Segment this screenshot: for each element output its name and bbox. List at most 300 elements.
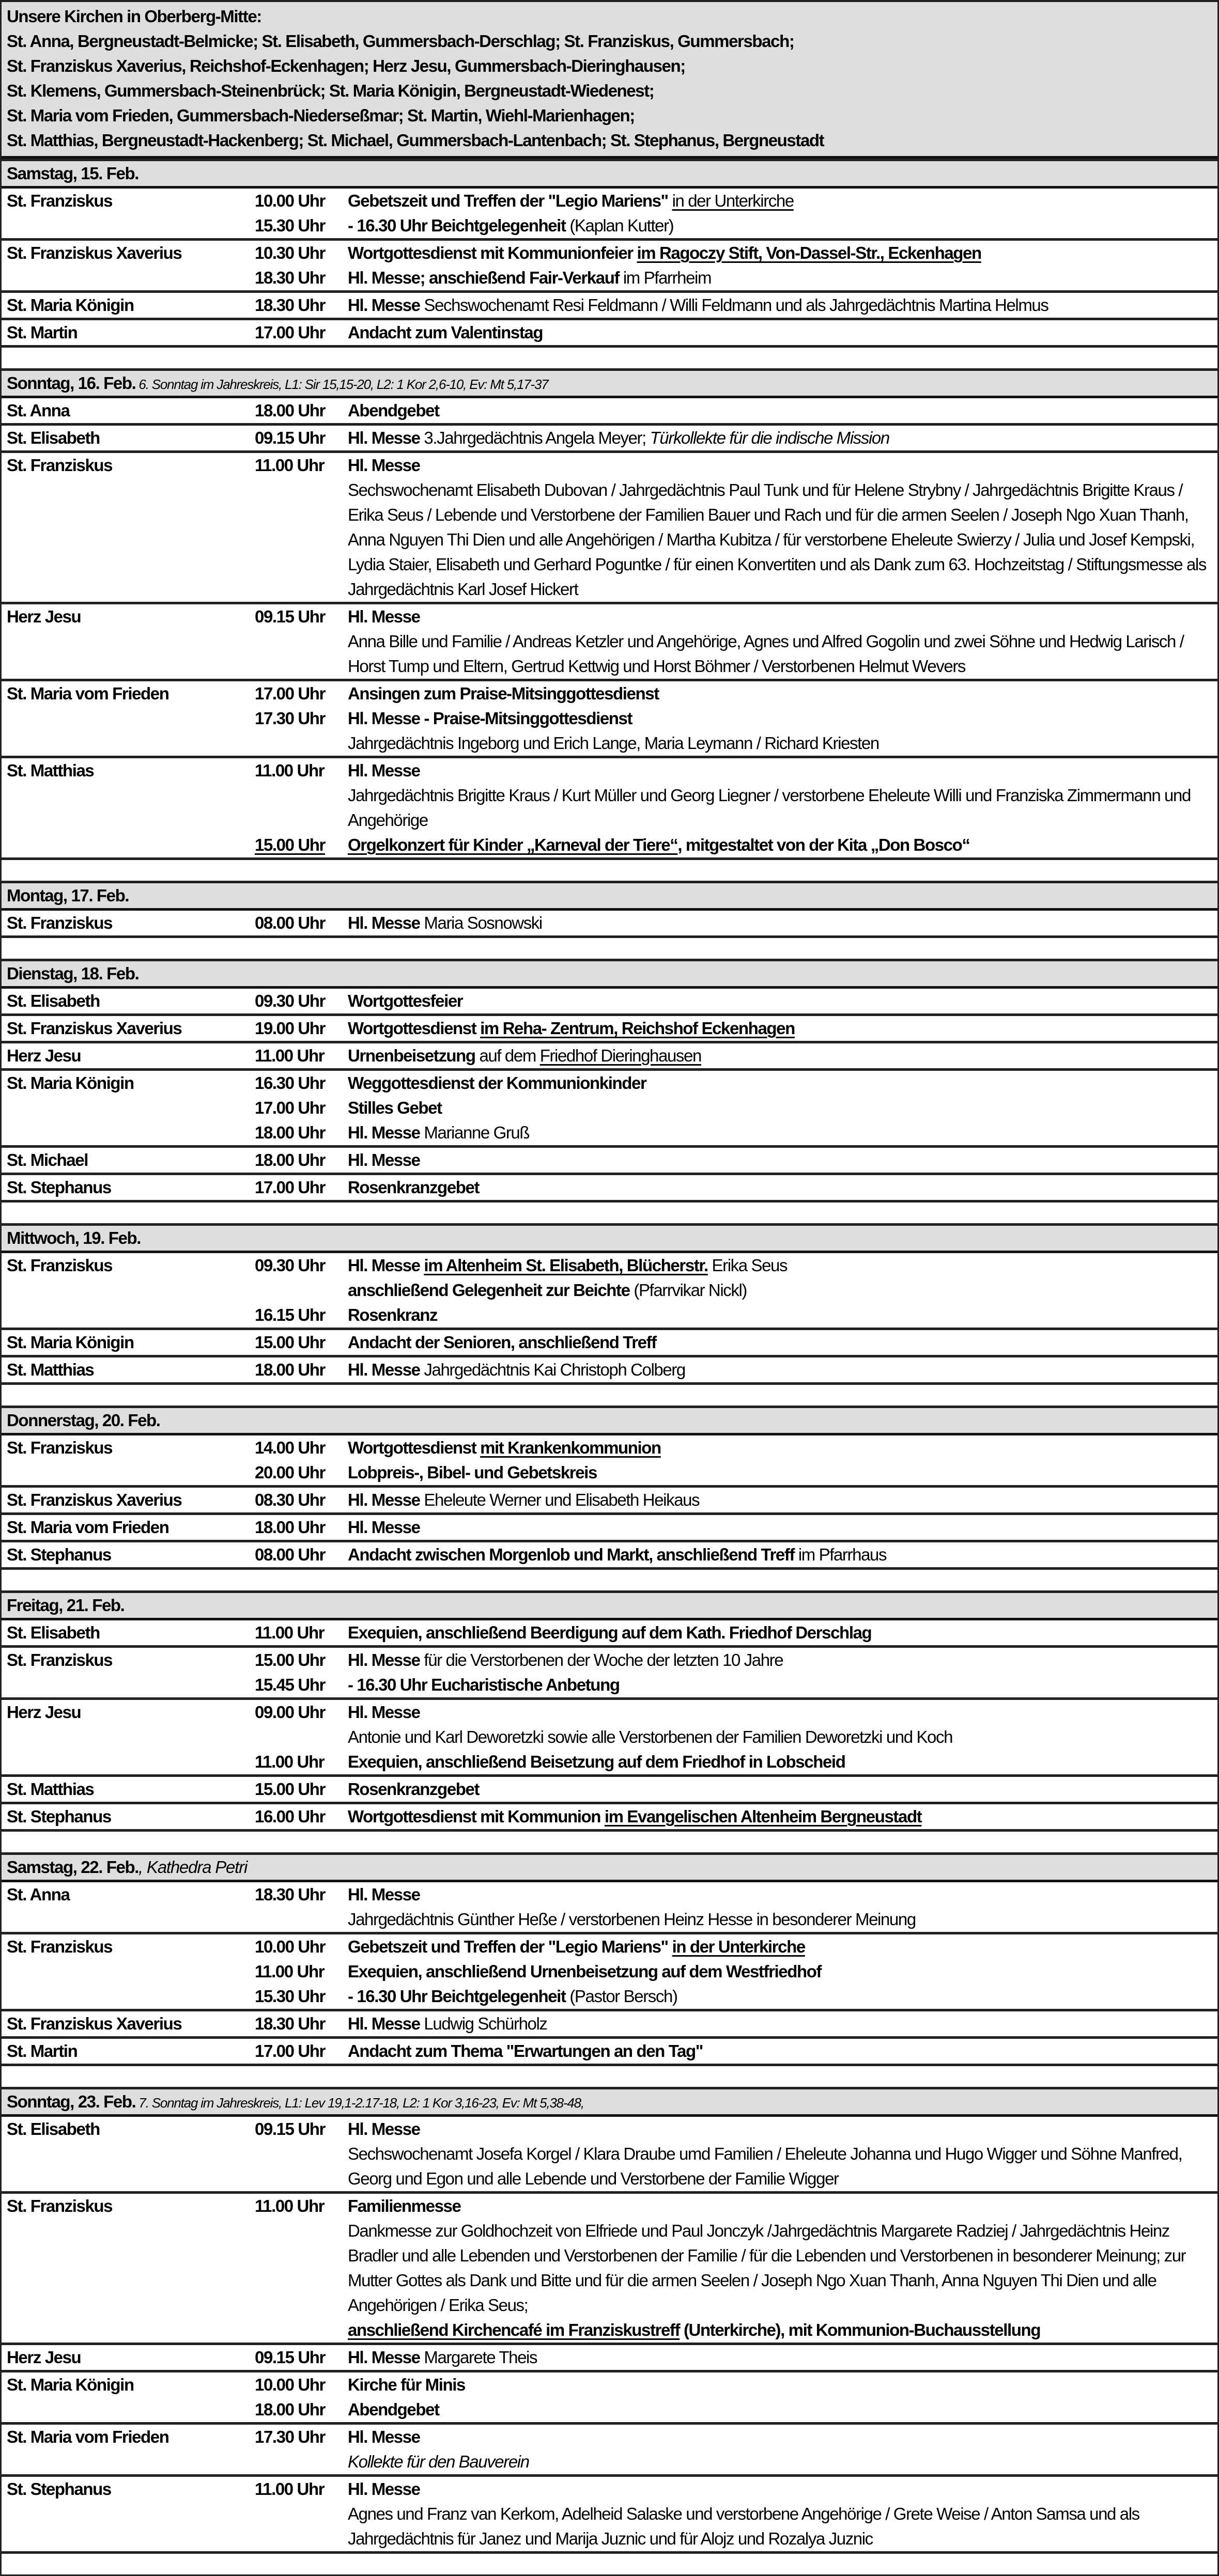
event-description: [348, 241, 1217, 266]
event-item: [224, 1071, 1217, 1096]
event-text: Hl. Messe: [348, 761, 420, 780]
event-text: Ludwig Schürholz: [424, 2014, 547, 2033]
event-text: Abendgebet: [348, 401, 439, 420]
intro-churches-line: St. Klemens, Gummersbach-Steinenbrück; St. Maria Königin, Bergneustadt-Wiedenest;: [7, 81, 654, 100]
day-list: [2, 159, 1217, 2574]
event-line: [348, 1016, 1210, 1041]
event-line: [348, 1777, 1210, 1802]
event-text: Jahrgedächtnis Ingeborg und Erich Lange, Maria Leymann / Richard Kriesten: [348, 733, 879, 753]
event-text: im Pfarrhaus: [798, 1545, 887, 1564]
event-description: [348, 213, 1217, 238]
event-time: [224, 911, 348, 935]
event-time-text: 08.00 Uhr: [255, 1545, 325, 1564]
event-line: [348, 1984, 1210, 2009]
event-time: [224, 1777, 348, 1802]
event-list: [224, 1804, 1217, 1829]
event-time-text: 08.30 Uhr: [255, 1490, 325, 1509]
event-line: [348, 189, 1210, 213]
event-time-text: 19.00 Uhr: [255, 1019, 325, 1038]
event-text: Ansingen zum Praise-Mitsinggottesdienst: [348, 684, 659, 703]
event-text: Türkollekte für die indische Mission: [650, 428, 889, 447]
day-header: [2, 959, 1217, 989]
event-line: [348, 1542, 1210, 1567]
event-description: [348, 1043, 1217, 1068]
church-row: [2, 1932, 1217, 2009]
event-line: [348, 1934, 1210, 1959]
event-item: [224, 398, 1217, 423]
event-time-text: 17.30 Uhr: [255, 2427, 325, 2446]
event-list: [224, 989, 1217, 1013]
event-time: [224, 1673, 348, 1697]
event-time: [224, 2372, 348, 2397]
event-line: [348, 2219, 1210, 2318]
event-description: [348, 1934, 1217, 1959]
event-list: [224, 758, 1217, 857]
event-line: [348, 1725, 1210, 1750]
event-item: [224, 1620, 1217, 1645]
event-time: [224, 681, 348, 706]
event-item: [224, 2039, 1217, 2064]
event-list: [224, 1515, 1217, 1540]
event-item: [224, 1750, 1217, 1774]
church-row: [2, 1173, 1217, 1200]
event-text: Sechswochenamt Josefa Korgel / Klara Draube umd Familien / Eheleute Johanna und Hugo Wigger und Söhne Manfred, Georg und Egon und alle Lebende und Verstorbene der Familie Wigger: [348, 2144, 1182, 2188]
church-row: [2, 238, 1217, 290]
event-item: [224, 1357, 1217, 1382]
event-description: [348, 1700, 1217, 1750]
event-text: Wortgottesdienst: [348, 1438, 481, 1457]
event-line: [348, 2117, 1210, 2142]
event-list: [224, 293, 1217, 318]
event-text: Anna Bille und Familie / Andreas Ketzler und Angehörige, Agnes und Alfred Gogolin und zwei Söhne und Hedwig Larisch / Horst Tump und Eltern, Gertrud Kettwig und Horst Böhmer / Verstorbenen Helmut Wevers: [348, 632, 1184, 676]
church-row: [2, 2474, 1217, 2551]
event-list: [224, 2039, 1217, 2064]
event-time-text: 10.00 Uhr: [255, 1937, 325, 1956]
event-description: [348, 1016, 1217, 1041]
event-time-text: 16.00 Uhr: [255, 1807, 325, 1826]
event-item: [224, 604, 1217, 679]
church-row: [2, 1540, 1217, 1567]
event-text: Hl. Messe - Praise-Mitsinggottesdienst: [348, 709, 632, 728]
event-text: Hl. Messe: [348, 2348, 424, 2367]
event-line: [348, 1488, 1210, 1512]
event-description: [348, 833, 1217, 857]
location-link: Orgelkonzert für Kinder „Karneval der Tiere“: [348, 835, 678, 854]
event-description: [348, 1460, 1217, 1485]
event-description: [348, 2345, 1217, 2370]
event-item: [224, 241, 1217, 266]
church-name: St. Elisabeth: [7, 2119, 100, 2138]
event-text: Rosenkranzgebet: [348, 1178, 480, 1197]
location-link: Friedhof Dieringhausen: [539, 1046, 701, 1065]
event-item: [224, 911, 1217, 935]
church-row: [2, 1620, 1217, 1645]
church-name: St. Elisabeth: [7, 991, 100, 1010]
location-link: mit Krankenkommunion: [480, 1438, 661, 1457]
event-item: [224, 2372, 1217, 2397]
event-time-text: 15.00 Uhr: [255, 1333, 325, 1352]
event-line: [348, 293, 1210, 318]
event-time-text: 15.00 Uhr: [255, 1779, 325, 1799]
event-text: Hl. Messe: [348, 2119, 420, 2138]
event-time: [224, 2117, 348, 2191]
event-line: [348, 478, 1210, 602]
event-description: [348, 1330, 1217, 1355]
event-line: [348, 989, 1210, 1013]
event-line: [348, 1648, 1210, 1673]
event-time-text: 09.15 Uhr: [255, 2348, 325, 2367]
event-text: Andacht der Senioren, anschließend Treff: [348, 1333, 656, 1352]
event-description: [348, 1515, 1217, 1540]
event-text: im Pfarrheim: [623, 268, 712, 287]
event-list: [224, 1148, 1217, 1173]
event-text: Exequien, anschließend Beisetzung auf dem Friedhof in Lobscheid: [348, 1752, 845, 1771]
event-time: [224, 604, 348, 679]
event-text: Wortgottesdienst mit Kommunion: [348, 1807, 605, 1826]
event-text: (Kaplan Kutter): [569, 216, 674, 235]
event-time: [224, 833, 348, 857]
event-time-text: 18.00 Uhr: [255, 401, 325, 420]
event-list: [224, 1882, 1217, 1932]
day-liturgy-note: 6. Sonntag im Jahreskreis, L1: Sir 15,15-20, L2: 1 Kor 2,6-10, Ev: Mt 5,17-37: [135, 377, 548, 392]
event-text: Maria Sosnowski: [424, 913, 542, 932]
event-description: [348, 453, 1217, 602]
church-row: [2, 1355, 1217, 1382]
event-item: [224, 1330, 1217, 1355]
event-time: [224, 1750, 348, 1774]
event-item: [224, 681, 1217, 706]
event-text: Wortgottesfeier: [348, 991, 463, 1010]
church-name: St. Franziskus Xaverius: [7, 2014, 182, 2033]
church-row: [2, 189, 1217, 238]
event-line: [348, 2142, 1210, 2191]
event-list: [224, 1620, 1217, 1645]
event-description: [348, 1959, 1217, 1984]
church-name: St. Anna: [7, 1885, 70, 1904]
church-name: St. Anna: [7, 401, 70, 420]
location-link: anschließend Kirchencafé im Franziskustreff: [348, 2320, 680, 2339]
event-item: [224, 189, 1217, 213]
location-link: in der Unterkirche: [672, 1937, 805, 1956]
event-description: [348, 1071, 1217, 1096]
event-time: [224, 1253, 348, 1303]
event-time-text: 11.00 Uhr: [255, 1623, 325, 1642]
event-description: [348, 293, 1217, 318]
event-time: [224, 1648, 348, 1673]
day-date: Donnerstag, 20. Feb.: [7, 1411, 160, 1430]
event-time-text: 15.00 Uhr: [255, 835, 325, 854]
day-spacer: [2, 1567, 1217, 1590]
event-time-text: 17.30 Uhr: [255, 709, 325, 728]
event-list: [224, 453, 1217, 602]
event-text: Jahrgedächtnis Kai Christoph Colberg: [424, 1360, 685, 1379]
event-text: Sechswochenamt Resi Feldmann / Willi Feldmann und als Jahrgedächtnis Martina Helmus: [424, 295, 1048, 315]
event-list: [224, 2372, 1217, 2422]
event-time: [224, 1148, 348, 1173]
event-description: [348, 1804, 1217, 1829]
event-time-text: 18.00 Uhr: [255, 1150, 325, 1169]
event-line: [348, 213, 1210, 238]
event-text: Hl. Messe: [348, 607, 420, 626]
church-name: St. Matthias: [7, 761, 94, 780]
event-text: Hl. Messe: [348, 913, 424, 932]
event-time-text: 18.00 Uhr: [255, 1518, 325, 1537]
event-list: [224, 2011, 1217, 2036]
event-text: Hl. Messe: [348, 1885, 420, 1904]
event-time-text: 16.30 Uhr: [255, 1073, 325, 1092]
event-item: [224, 426, 1217, 450]
event-time: [224, 1542, 348, 1567]
event-line: [348, 1071, 1210, 1096]
event-line: [348, 2011, 1210, 2036]
event-text: Rosenkranz: [348, 1305, 438, 1324]
event-time-text: 08.00 Uhr: [255, 913, 325, 932]
event-line: [348, 2477, 1210, 2502]
event-line: [348, 1515, 1210, 1540]
event-text: Hl. Messe: [348, 1123, 424, 1142]
event-item: [224, 1016, 1217, 1041]
event-time-text: 11.00 Uhr: [255, 2196, 325, 2215]
church-row: [2, 1485, 1217, 1512]
event-item: [224, 2425, 1217, 2474]
event-list: [224, 1435, 1217, 1485]
event-time: [224, 1515, 348, 1540]
church-name: St. Michael: [7, 1150, 88, 1169]
church-row: [2, 602, 1217, 679]
event-text: (Pastor Bersch): [569, 1987, 677, 2006]
event-line: [348, 1907, 1210, 1932]
event-list: [224, 1253, 1217, 1328]
event-description: [348, 1435, 1217, 1460]
church-row: [2, 1041, 1217, 1068]
church-row: [2, 1068, 1217, 1145]
event-time-text: 18.30 Uhr: [255, 2014, 325, 2033]
event-time-text: 09.30 Uhr: [255, 991, 325, 1010]
event-list: [224, 1934, 1217, 2009]
location-link: in der Unterkirche: [672, 191, 794, 210]
event-time-text: 18.30 Uhr: [255, 1885, 325, 1904]
event-item: [224, 2011, 1217, 2036]
church-name: St. Franziskus: [7, 1937, 113, 1956]
day-header: [2, 1406, 1217, 1435]
event-item: [224, 706, 1217, 756]
event-description: [348, 2039, 1217, 2064]
event-text: Exequien, anschließend Urnenbeisetzung auf dem Westfriedhof: [348, 1962, 822, 1981]
event-time: [224, 1071, 348, 1096]
event-text: , mitgestaltet von der Kita „Don Bosco“: [677, 835, 970, 854]
event-item: [224, 1777, 1217, 1802]
event-time-text: 15.30 Uhr: [255, 216, 325, 235]
day-date: Sonntag, 23. Feb.: [7, 2092, 136, 2111]
event-time-text: 18.30 Uhr: [255, 295, 325, 315]
event-item: [224, 2397, 1217, 2422]
event-time-text: 14.00 Uhr: [255, 1438, 325, 1457]
event-description: [348, 189, 1217, 213]
event-list: [224, 911, 1217, 935]
intro-churches-line: St. Matthias, Bergneustadt-Hackenberg; St. Michael, Gummersbach-Lantenbach; St. Stephanus, Bergneustadt: [7, 131, 824, 150]
event-text: Stilles Gebet: [348, 1098, 442, 1117]
event-time-text: 09.30 Uhr: [255, 1256, 325, 1275]
church-name: St. Stephanus: [7, 2479, 111, 2499]
church-name: St. Martin: [7, 323, 78, 342]
event-description: [348, 1648, 1217, 1673]
event-line: [348, 783, 1210, 833]
church-row: [2, 1512, 1217, 1540]
event-line: [348, 706, 1210, 731]
church-name: Herz Jesu: [7, 607, 81, 626]
church-row: [2, 2343, 1217, 2370]
event-list: [224, 241, 1217, 290]
event-text: Andacht zum Valentinstag: [348, 323, 543, 342]
church-row: [2, 423, 1217, 450]
event-list: [224, 1488, 1217, 1512]
event-item: [224, 1460, 1217, 1485]
church-name: St. Franziskus: [7, 1256, 113, 1275]
church-row: [2, 1435, 1217, 1485]
church-name: St. Franziskus: [7, 1438, 113, 1457]
event-item: [224, 1043, 1217, 1068]
intro-churches-line: St. Maria vom Frieden, Gummersbach-Niederseßmar; St. Martin, Wiehl-Marienhagen;: [7, 106, 635, 125]
church-name: St. Franziskus: [7, 191, 113, 210]
event-time: [224, 1882, 348, 1932]
event-list: [224, 1357, 1217, 1382]
church-row: [2, 2191, 1217, 2343]
event-time-text: 10.00 Uhr: [255, 191, 325, 210]
event-text: für die Verstorbenen der Woche der letzten 10 Jahre: [424, 1650, 783, 1669]
event-line: [348, 1700, 1210, 1725]
event-item: [224, 453, 1217, 602]
event-time: [224, 989, 348, 1013]
event-time: [224, 1175, 348, 1200]
event-text: Hl. Messe: [348, 1703, 420, 1722]
event-list: [224, 1700, 1217, 1774]
event-line: [348, 911, 1210, 935]
event-line: [348, 1096, 1210, 1120]
location-link: im Altenheim St. Elisabeth, Blücherstr.: [424, 1256, 708, 1275]
event-text: Exequien, anschließend Beerdigung auf dem Kath. Friedhof Derschlag: [348, 1623, 872, 1642]
event-time-text: 10.00 Uhr: [255, 2375, 325, 2394]
event-item: [224, 293, 1217, 318]
event-time: [224, 706, 348, 756]
event-text: Wortgottesdienst: [348, 1019, 481, 1038]
event-list: [224, 1043, 1217, 1068]
event-text: Margarete Theis: [424, 2348, 537, 2367]
church-name: St. Maria Königin: [7, 1073, 134, 1092]
event-item: [224, 1515, 1217, 1540]
event-list: [224, 2477, 1217, 2551]
event-time: [224, 1043, 348, 1068]
event-text: Hl. Messe: [348, 428, 424, 447]
day-date: Samstag, 22. Feb.: [7, 1857, 138, 1877]
event-line: [348, 1120, 1210, 1145]
church-row: [2, 2117, 1217, 2191]
event-text: Wortgottesdienst mit Kommunionfeier: [348, 243, 637, 262]
event-line: [348, 1278, 1210, 1303]
event-line: [348, 241, 1210, 266]
event-time: [224, 2477, 348, 2551]
event-item: [224, 2345, 1217, 2370]
event-text: Kollekte für den Bauverein: [348, 2452, 529, 2471]
event-time: [224, 266, 348, 290]
event-line: [348, 1175, 1210, 1200]
event-list: [224, 2425, 1217, 2474]
event-text: Gebetszeit und Treffen der "Legio Mariens": [348, 1937, 672, 1956]
event-line: [348, 1673, 1210, 1697]
event-line: [348, 1253, 1210, 1278]
event-description: [348, 2425, 1217, 2474]
event-text: Hl. Messe: [348, 2014, 424, 2033]
event-time-text: 18.30 Uhr: [255, 268, 325, 287]
event-time: [224, 1620, 348, 1645]
event-description: [348, 2011, 1217, 2036]
event-list: [224, 1542, 1217, 1567]
event-line: [348, 1959, 1210, 1984]
church-row: [2, 1328, 1217, 1355]
event-description: [348, 989, 1217, 1013]
event-text: (Pfarrvikar Nickl): [634, 1281, 747, 1300]
church-name: St. Maria vom Frieden: [7, 2427, 169, 2446]
event-item: [224, 833, 1217, 857]
event-time-text: 09.15 Uhr: [255, 428, 325, 447]
church-name: St. Martin: [7, 2041, 78, 2060]
event-line: [348, 1303, 1210, 1328]
church-name: St. Maria Königin: [7, 2375, 134, 2394]
event-description: [348, 320, 1217, 345]
event-time-text: 11.00 Uhr: [255, 1752, 325, 1771]
event-description: [348, 266, 1217, 290]
event-line: [348, 1882, 1210, 1907]
event-line: [348, 1620, 1210, 1645]
event-description: [348, 1253, 1217, 1303]
event-line: [348, 2397, 1210, 2422]
church-name: Herz Jesu: [7, 1046, 81, 1065]
event-time-text: 15.30 Uhr: [255, 1987, 325, 2006]
event-text: Hl. Messe: [348, 1256, 424, 1275]
event-description: [348, 706, 1217, 756]
event-time: [224, 1460, 348, 1485]
location-link: im Evangelischen Altenheim Bergneustadt: [604, 1807, 922, 1826]
church-row: [2, 1253, 1217, 1328]
event-list: [224, 320, 1217, 345]
event-description: [348, 681, 1217, 706]
event-time: [224, 2039, 348, 2064]
church-name: St. Stephanus: [7, 1178, 111, 1197]
event-time: [224, 241, 348, 266]
event-time: [224, 2345, 348, 2370]
event-time-text: 11.00 Uhr: [255, 761, 325, 780]
event-line: [348, 758, 1210, 783]
event-line: [348, 1804, 1210, 1829]
church-name: St. Maria vom Frieden: [7, 684, 169, 703]
event-list: [224, 426, 1217, 450]
event-item: [224, 266, 1217, 290]
church-row: [2, 989, 1217, 1013]
event-description: [348, 1620, 1217, 1645]
event-list: [224, 1330, 1217, 1355]
event-text: Hl. Messe: [348, 1490, 424, 1509]
event-line: [348, 731, 1210, 756]
event-time: [224, 2011, 348, 2036]
event-item: [224, 1303, 1217, 1328]
church-row: [2, 2036, 1217, 2064]
church-name: St. Elisabeth: [7, 1623, 100, 1642]
event-time: [224, 758, 348, 833]
event-time-text: 17.00 Uhr: [255, 684, 325, 703]
event-line: [348, 453, 1210, 478]
event-description: [348, 604, 1217, 679]
event-description: [348, 1488, 1217, 1512]
event-time-text: 17.00 Uhr: [255, 1098, 325, 1117]
